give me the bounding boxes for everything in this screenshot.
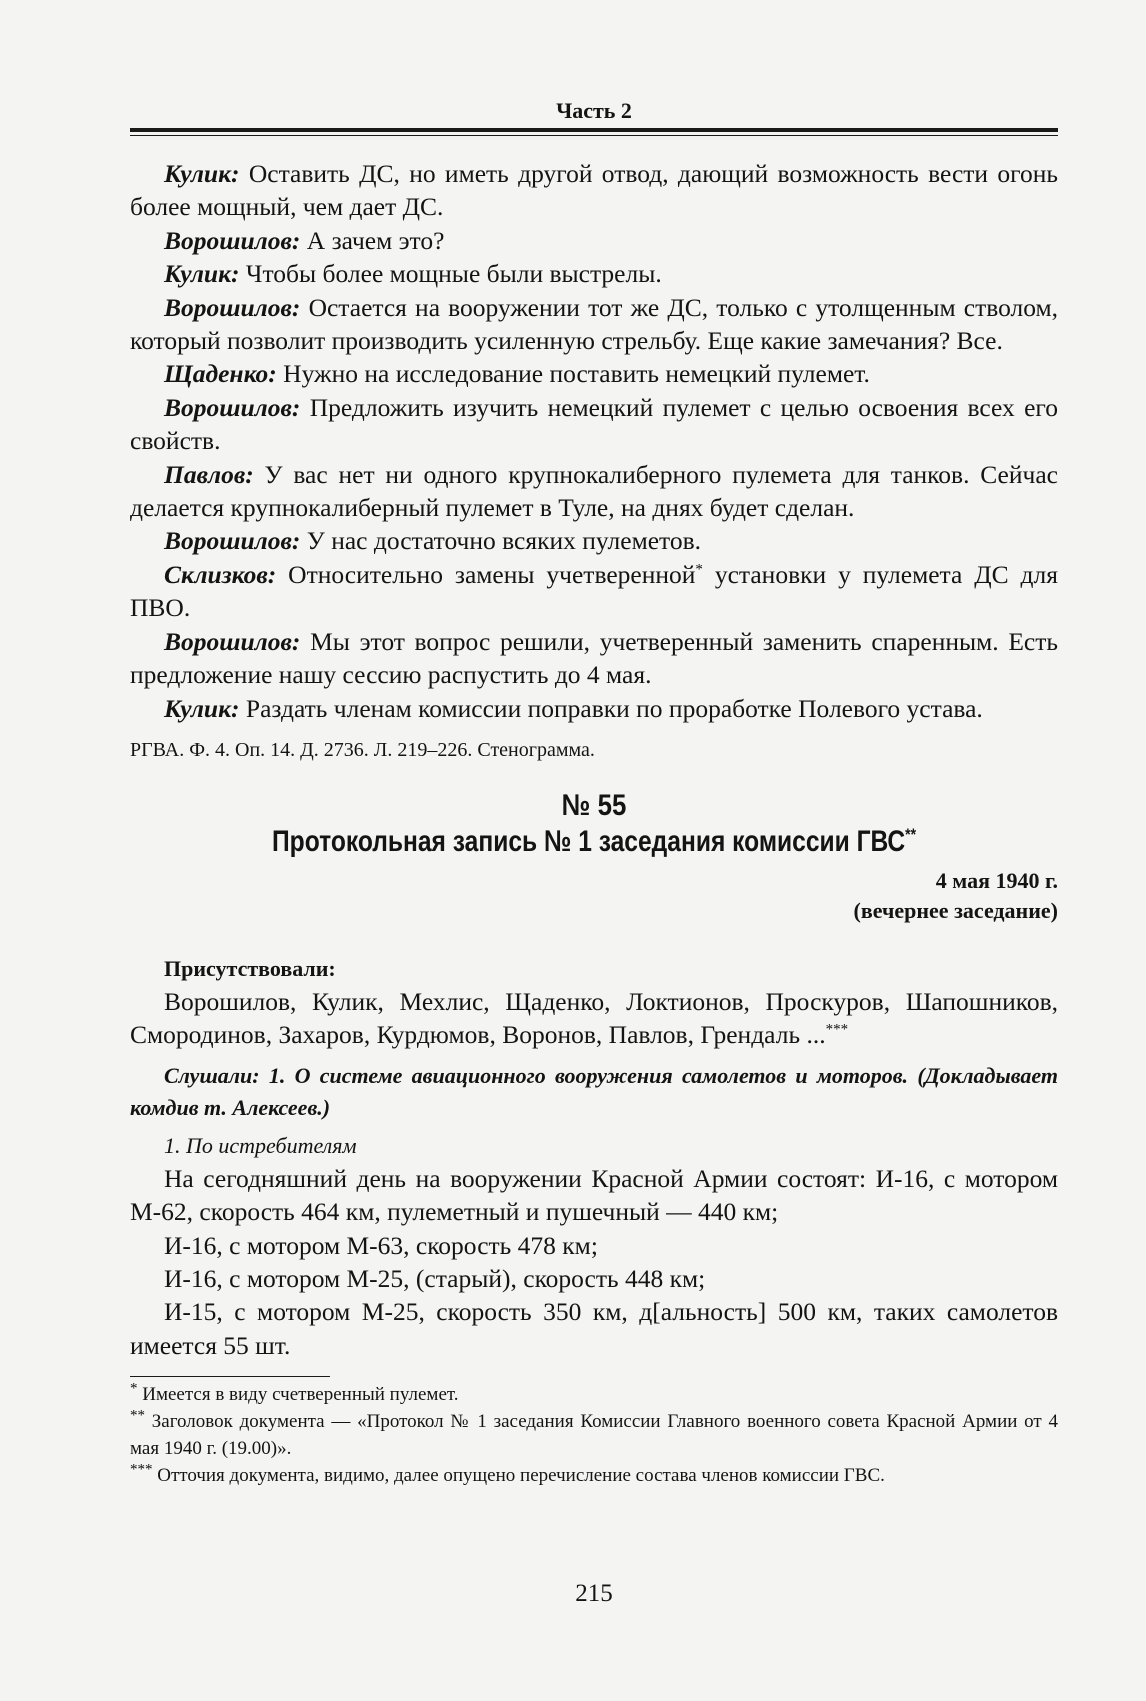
transcript-line: Ворошилов: У нас достаточно всяких пулеметов. xyxy=(164,526,701,556)
page-number: 215 xyxy=(575,1580,613,1607)
footnote: *** Отточия документа, видимо, далее опущено перечисление состава членов комиссии ГВС. xyxy=(130,1461,885,1487)
subheading: 1. По истребителям xyxy=(164,1132,357,1158)
document-title: Протокольная запись № 1 заседания комиссии ГВС** xyxy=(271,824,916,858)
header-rule-thick xyxy=(130,128,1058,132)
fighter-item: На сегодняшний день на вооружении Красной Армии состоят: И-16, с мотором М-62, скорость 464 км, пулеметный и пушечный — 440 км; xyxy=(130,1163,1058,1227)
present-list: Ворошилов, Кулик, Мехлис, Щаденко, Локтионов, Проскуров, Шапошников, Смородинов, Захаров, Курдюмов, Воронов, Павлов, Грендаль ...*** xyxy=(130,986,1058,1050)
transcript-line: Кулик: Оставить ДС, но иметь другой отвод, дающий возможность вести огонь более мощный, чем дает ДС. xyxy=(130,159,1058,222)
footnote-mark: *** xyxy=(825,1021,849,1038)
fighter-item: И-15, с мотором М-25, скорость 350 км, д[альность] 500 км, таких самолетов имеется 55 шт. xyxy=(130,1297,1058,1360)
page-body xyxy=(130,157,1058,1489)
footnote: ** Заголовок документа — «Протокол № 1 заседания Комиссии Главного военного совета Красной Армии от 4 мая 1940 г. (19.00)». xyxy=(130,1407,1058,1460)
transcript-line: Ворошилов: Остается на вооружении тот же ДС, только с утолщенным стволом, который позволит производить усиленную стрельбу. Еще какие замечания? Все. xyxy=(130,292,1058,356)
document-number: № 55 xyxy=(561,788,627,822)
transcript-line: Кулик: Раздать членам комиссии поправки по проработке Полевого устава. xyxy=(164,693,983,723)
transcript-line: Щаденко: Нужно на исследование поставить немецкий пулемет. xyxy=(164,359,870,389)
footnote-rule xyxy=(130,1376,330,1377)
fighter-item: И-16, с мотором М-25, (старый), скорость 448 км; xyxy=(164,1263,706,1293)
transcript-line: Ворошилов: Предложить изучить немецкий пулемет с целью освоения всех его свойств. xyxy=(130,392,1058,456)
present-label: Присутствовали: xyxy=(164,955,336,981)
transcript-line: Кулик: Чтобы более мощные были выстрелы. xyxy=(164,259,662,289)
document-date: 4 мая 1940 г. xyxy=(935,867,1058,893)
footnote-mark: ** xyxy=(905,824,916,844)
transcript-line: Павлов: У вас нет ни одного крупнокалиберного пулемета для танков. Сейчас делается крупнокалиберный пулемет в Туле, на днях будет сделан. xyxy=(130,459,1058,523)
archive-source: РГВА. Ф. 4. Оп. 14. Д. 2736. Л. 219–226. Стенограмма. xyxy=(130,738,595,761)
transcript-line: Ворошилов: А зачем это? xyxy=(164,225,445,255)
fighter-item: И-16, с мотором М-63, скорость 478 км; xyxy=(164,1230,598,1260)
running-header: Часть 2 xyxy=(556,98,632,123)
session-label: (вечернее заседание) xyxy=(853,897,1058,923)
heard-heading: Слушали: 1. О системе авиационного вооружения самолетов и моторов. (Докладывает комдив т. Алексеев.) xyxy=(130,1062,1058,1120)
transcript-line: Ворошилов: Мы этот вопрос решили, учетверенный заменить спаренным. Есть предложение нашу сессию распустить до 4 мая. xyxy=(130,626,1058,690)
header-rule-thin xyxy=(130,135,1058,136)
transcript-line: Склизков: Относительно замены учетверенной* установки у пулемета ДС для ПВО. xyxy=(130,559,1058,623)
footnote-mark: * xyxy=(695,561,703,578)
footnote: * Имеется в виду счетверенный пулемет. xyxy=(130,1380,459,1406)
